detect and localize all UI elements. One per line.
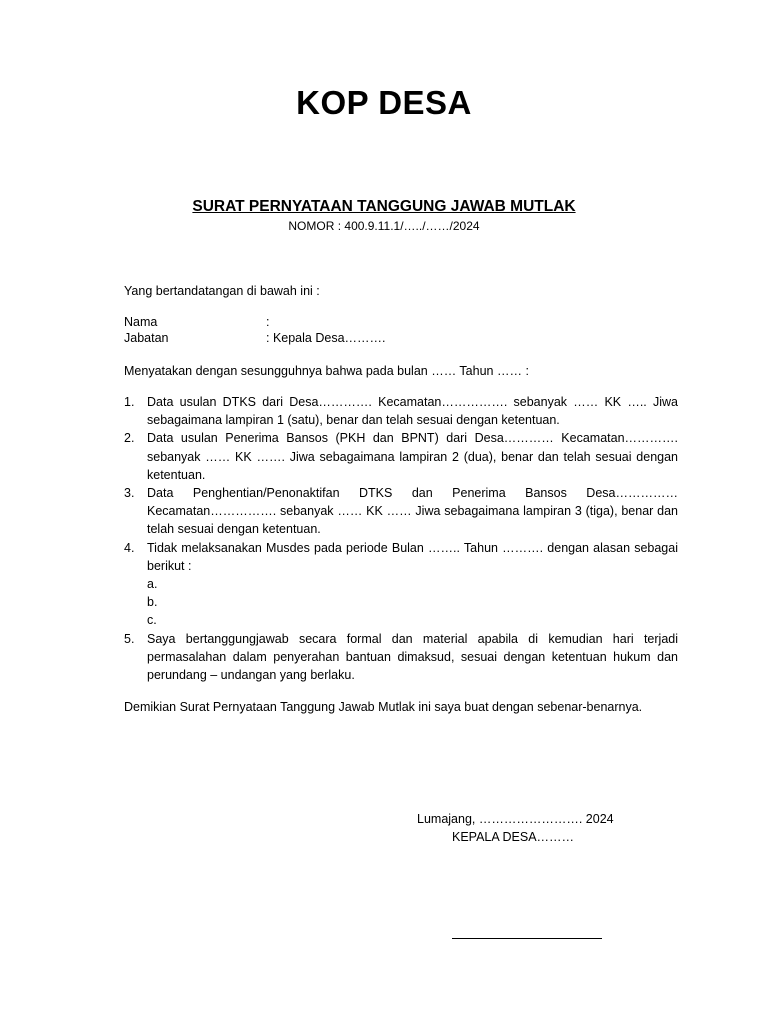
statement-list bbox=[124, 393, 678, 684]
list-item bbox=[124, 539, 678, 630]
field-jabatan bbox=[124, 330, 386, 346]
list-text: Saya bertanggungjawab secara formal dan material apabila di kemudian hari terjadi permasalahan dalam penyerahan bantuan dimaksud, sesuai dengan ketentuan hukum dan perundang – undangan yang berlaku. bbox=[147, 631, 678, 683]
list-text: Data usulan DTKS dari Desa…………. Kecamatan……………. sebanyak …… KK ….. Jiwa sebagaimana lampiran 1 (satu), benar dan telah sesuai dengan ketentuan. bbox=[147, 395, 678, 428]
list-text: Data Penghentian/Penonaktifan DTKS dan Penerima Bansos Desa…………… Kecamatan……………. sebanyak …… KK …… Jiwa sebagaimana lampiran 3 (tiga), benar dan telah sesuai dengan ketentuan. bbox=[147, 486, 678, 537]
list-number: 3. bbox=[124, 486, 135, 501]
list-number: 5. bbox=[124, 631, 135, 646]
nama-value: : bbox=[266, 315, 270, 329]
jabatan-value: : Kepala Desa………. bbox=[266, 331, 386, 345]
jabatan-label: Jabatan bbox=[124, 331, 169, 345]
document-title: SURAT PERNYATAAN TANGGUNG JAWAB MUTLAK bbox=[192, 198, 576, 215]
list-text: Data usulan Penerima Bansos (PKH dan BPNT) dari Desa………… Kecamatan…………. sebanyak …… KK ……. Jiwa sebagaimana lampiran 2 (dua), benar dan telah sesuai dengan ketentuan. bbox=[147, 431, 678, 482]
statement-paragraph: Menyatakan dengan sesungguhnya bahwa pada bulan …… Tahun …… : bbox=[124, 364, 529, 378]
sub-item: a. bbox=[147, 577, 158, 592]
list-item bbox=[124, 429, 678, 484]
intro-paragraph: Yang bertandatangan di bawah ini : bbox=[124, 284, 320, 298]
field-nama bbox=[124, 314, 269, 330]
list-number: 4. bbox=[124, 540, 135, 555]
list-number: 1. bbox=[124, 395, 135, 409]
letterhead: KOP DESA bbox=[296, 84, 472, 121]
list-number: 2. bbox=[124, 431, 135, 446]
sub-item: c. bbox=[147, 613, 157, 628]
list-item bbox=[124, 484, 678, 539]
list-item bbox=[124, 630, 678, 685]
sub-item: b. bbox=[147, 595, 158, 610]
signature-line bbox=[452, 938, 602, 939]
closing-paragraph: Demikian Surat Pernyataan Tanggung Jawab Mutlak ini saya buat dengan sebenar-benarnya. bbox=[124, 700, 643, 714]
nama-label: Nama bbox=[124, 315, 158, 329]
signature-place-date: Lumajang, ……………………. 2024 bbox=[417, 812, 614, 826]
document-number: NOMOR : 400.9.11.1/…../……/2024 bbox=[288, 219, 480, 233]
list-text: Tidak melaksanakan Musdes pada periode Bulan …….. Tahun ………. dengan alasan sebagai berikut : bbox=[147, 540, 678, 573]
reason-sublist bbox=[147, 575, 678, 630]
signature-title: KEPALA DESA……… bbox=[452, 830, 575, 844]
list-item bbox=[124, 393, 678, 429]
